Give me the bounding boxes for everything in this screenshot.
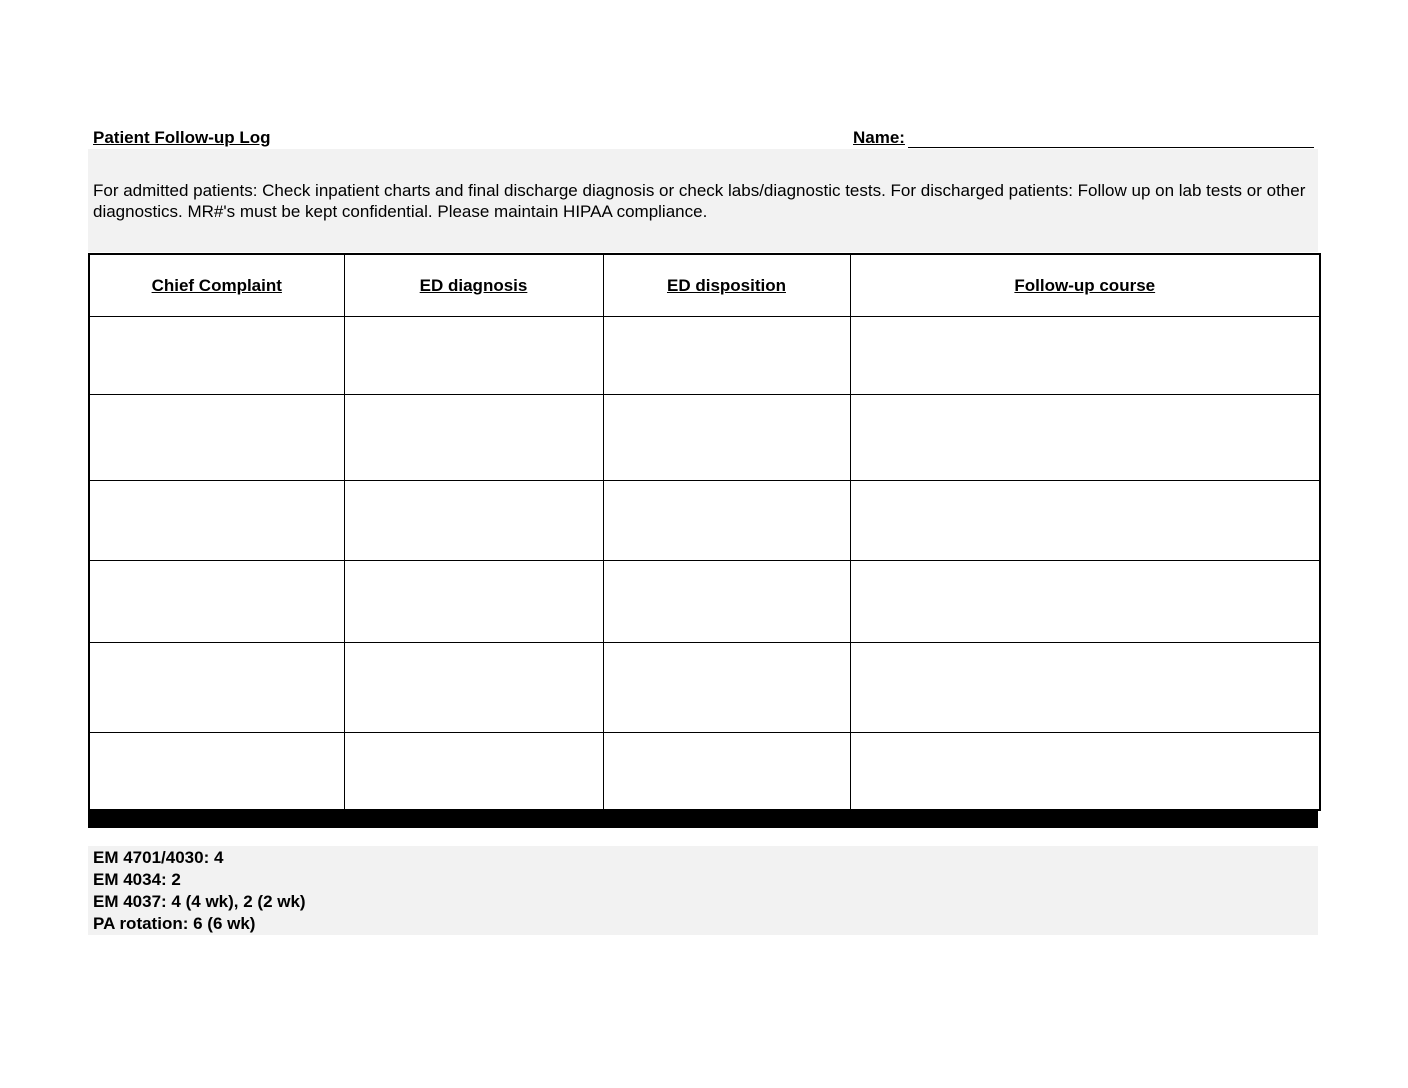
rotation-requirements-list	[88, 846, 1318, 935]
table-cell[interactable]	[850, 561, 1320, 643]
rotation-requirement-pa-rotation: PA rotation: 6 (6 wk)	[93, 914, 256, 933]
column-header-ed-diagnosis: ED diagnosis	[344, 254, 603, 317]
rotation-requirement-em-4037: EM 4037: 4 (4 wk), 2 (2 wk)	[93, 892, 306, 911]
table-cell[interactable]	[89, 643, 344, 733]
rotation-requirement-em-4701-4030: EM 4701/4030: 4	[93, 848, 224, 867]
table-cell[interactable]	[89, 481, 344, 561]
table-cell[interactable]	[603, 317, 850, 395]
name-field[interactable]	[908, 147, 1314, 148]
table-cell[interactable]	[603, 733, 850, 810]
table-header-row	[89, 254, 1320, 317]
table-cell[interactable]	[344, 733, 603, 810]
table-row	[89, 733, 1320, 810]
table-row	[89, 317, 1320, 395]
table-cell[interactable]	[89, 317, 344, 395]
rotation-requirements-box	[88, 846, 1318, 935]
table-cell[interactable]	[850, 481, 1320, 561]
table-cell[interactable]	[344, 317, 603, 395]
instructions-text: For admitted patients: Check inpatient charts and final discharge diagnosis or check labs/diagnostic tests. For discharged patients: Follow up on lab tests or other diagnostics. MR#'s must be kept confidential. Please maintain HIPAA compliance.	[93, 181, 1306, 221]
table-cell[interactable]	[603, 643, 850, 733]
table-cell[interactable]	[344, 395, 603, 481]
name-label: Name:	[853, 128, 905, 147]
page-title: Patient Follow-up Log	[93, 128, 271, 147]
table-row	[89, 481, 1320, 561]
table-cell[interactable]	[850, 395, 1320, 481]
column-header-follow-up-course: Follow-up course	[850, 254, 1320, 317]
table-cell[interactable]	[603, 481, 850, 561]
table-row	[89, 561, 1320, 643]
rotation-requirement-em-4034: EM 4034: 2	[93, 870, 181, 889]
column-header-chief-complaint: Chief Complaint	[89, 254, 344, 317]
table-cell[interactable]	[603, 395, 850, 481]
table-cell[interactable]	[344, 481, 603, 561]
instructions-box	[88, 149, 1318, 252]
table-cell[interactable]	[89, 733, 344, 810]
table-row	[89, 395, 1320, 481]
table-cell[interactable]	[850, 317, 1320, 395]
table-cell[interactable]	[344, 561, 603, 643]
table-cell[interactable]	[850, 733, 1320, 810]
table-cell[interactable]	[344, 643, 603, 733]
table-cell[interactable]	[89, 561, 344, 643]
table-cell[interactable]	[850, 643, 1320, 733]
column-header-ed-disposition: ED disposition	[603, 254, 850, 317]
table-footer-bar	[88, 810, 1318, 828]
table-row	[89, 643, 1320, 733]
table-cell[interactable]	[603, 561, 850, 643]
follow-up-table	[88, 253, 1321, 811]
table-cell[interactable]	[89, 395, 344, 481]
